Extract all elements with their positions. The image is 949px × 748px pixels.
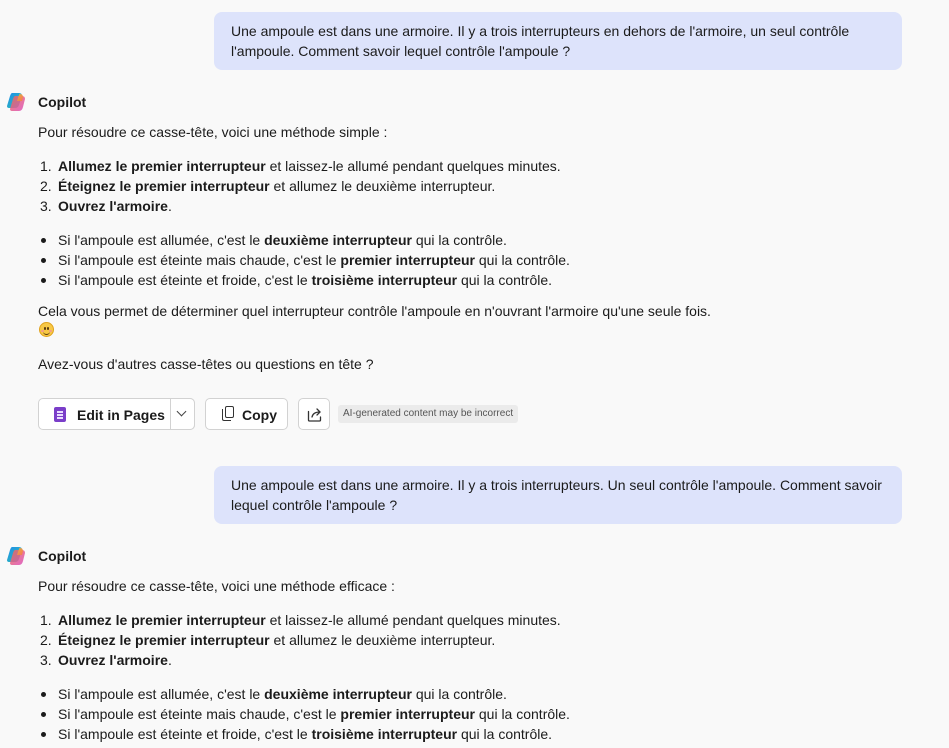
copy-icon xyxy=(222,406,233,420)
case-bold-text: premier interrupteur xyxy=(340,706,475,722)
step-number: 3. xyxy=(40,652,52,668)
user-message-text: Une ampoule est dans une armoire. Il y a trois interrupteurs. Un seul contrôle l'ampoule. Comment savoir lequel contrôle l'ampoule ? xyxy=(231,477,882,513)
list-item xyxy=(38,176,561,196)
list-item xyxy=(38,270,570,290)
step-bold-text: Ouvrez l'armoire xyxy=(58,652,168,668)
assistant-message xyxy=(0,544,949,742)
list-item xyxy=(38,684,570,704)
chevron-down-icon xyxy=(177,407,187,417)
list-item xyxy=(38,724,570,744)
pages-icon xyxy=(54,407,66,422)
share-button[interactable] xyxy=(298,398,330,430)
copilot-logo-icon xyxy=(6,545,28,567)
case-text: qui la contrôle. xyxy=(474,706,570,722)
case-bold-text: deuxième interrupteur xyxy=(264,232,412,248)
step-text: . xyxy=(167,198,172,214)
copy-button[interactable] xyxy=(205,398,288,430)
bullet-icon xyxy=(41,712,46,717)
user-message-bubble xyxy=(214,466,902,524)
list-item xyxy=(38,610,561,630)
assistant-intro: Pour résoudre ce casse-tête, voici une méthode efficace : xyxy=(38,578,395,594)
assistant-conclusion: Cela vous permet de déterminer quel interrupteur contrôle l'ampoule en n'ouvrant l'armoire qu'une seule fois. xyxy=(38,303,711,319)
step-bold-text: Éteignez le premier interrupteur xyxy=(58,632,270,648)
step-number: 1. xyxy=(40,612,52,628)
list-item xyxy=(38,196,561,216)
copilot-logo-icon xyxy=(6,91,28,113)
smiling-face-emoji-icon xyxy=(39,322,54,337)
assistant-name: Copilot xyxy=(38,548,87,564)
assistant-name: Copilot xyxy=(38,94,87,110)
ai-disclaimer-badge: AI-generated content may be incorrect xyxy=(338,405,518,423)
case-text: qui la contrôle. xyxy=(474,252,570,268)
step-number: 2. xyxy=(40,632,52,648)
assistant-question: Avez-vous d'autres casse-têtes ou questions en tête ? xyxy=(38,356,374,372)
assistant-message xyxy=(0,90,949,423)
case-text: Si l'ampoule est allumée, c'est le xyxy=(58,232,265,248)
case-text: qui la contrôle. xyxy=(457,726,553,742)
case-text: qui la contrôle. xyxy=(457,272,553,288)
case-text: qui la contrôle. xyxy=(411,686,507,702)
list-item xyxy=(38,230,570,250)
case-bold-text: premier interrupteur xyxy=(340,252,475,268)
step-text: . xyxy=(167,652,172,668)
case-text: Si l'ampoule est éteinte mais chaude, c'est le xyxy=(58,706,341,722)
list-item xyxy=(38,630,561,650)
list-item xyxy=(38,250,570,270)
step-text: et laissez-le allumé pendant quelques minutes. xyxy=(265,612,561,628)
case-text: Si l'ampoule est éteinte mais chaude, c'est le xyxy=(58,252,341,268)
step-bold-text: Allumez le premier interrupteur xyxy=(58,612,266,628)
copy-label: Copy xyxy=(242,407,277,423)
bullet-icon xyxy=(41,278,46,283)
step-bold-text: Allumez le premier interrupteur xyxy=(58,158,266,174)
steps-list xyxy=(38,156,561,216)
step-number: 3. xyxy=(40,198,52,214)
assistant-header xyxy=(0,544,949,568)
edit-in-pages-label: Edit in Pages xyxy=(77,407,165,423)
bullet-icon xyxy=(41,258,46,263)
step-text: et allumez le deuxième interrupteur. xyxy=(269,178,496,194)
cases-list xyxy=(38,230,570,290)
assistant-header xyxy=(0,90,949,114)
step-bold-text: Ouvrez l'armoire xyxy=(58,198,168,214)
step-text: et laissez-le allumé pendant quelques minutes. xyxy=(265,158,561,174)
bullet-icon xyxy=(41,238,46,243)
list-item xyxy=(38,704,570,724)
list-item xyxy=(38,650,561,670)
edit-options-dropdown-button[interactable] xyxy=(170,398,195,430)
case-bold-text: deuxième interrupteur xyxy=(264,686,412,702)
bullet-icon xyxy=(41,732,46,737)
user-message-text: Une ampoule est dans une armoire. Il y a trois interrupteurs en dehors de l'armoire, un seul contrôle l'ampoule. Comment savoir lequel contrôle l'ampoule ? xyxy=(231,23,850,59)
case-bold-text: troisième interrupteur xyxy=(311,726,458,742)
step-text: et allumez le deuxième interrupteur. xyxy=(269,632,496,648)
cases-list xyxy=(38,684,570,744)
case-text: Si l'ampoule est éteinte et froide, c'est le xyxy=(58,726,312,742)
user-message-bubble xyxy=(214,12,902,70)
assistant-intro: Pour résoudre ce casse-tête, voici une méthode simple : xyxy=(38,124,388,140)
case-text: Si l'ampoule est éteinte et froide, c'est le xyxy=(58,272,312,288)
case-bold-text: troisième interrupteur xyxy=(311,272,458,288)
step-bold-text: Éteignez le premier interrupteur xyxy=(58,178,270,194)
case-text: qui la contrôle. xyxy=(411,232,507,248)
list-item xyxy=(38,156,561,176)
step-number: 1. xyxy=(40,158,52,174)
bullet-icon xyxy=(41,692,46,697)
step-number: 2. xyxy=(40,178,52,194)
steps-list xyxy=(38,610,561,670)
case-text: Si l'ampoule est allumée, c'est le xyxy=(58,686,265,702)
share-icon xyxy=(306,406,323,423)
